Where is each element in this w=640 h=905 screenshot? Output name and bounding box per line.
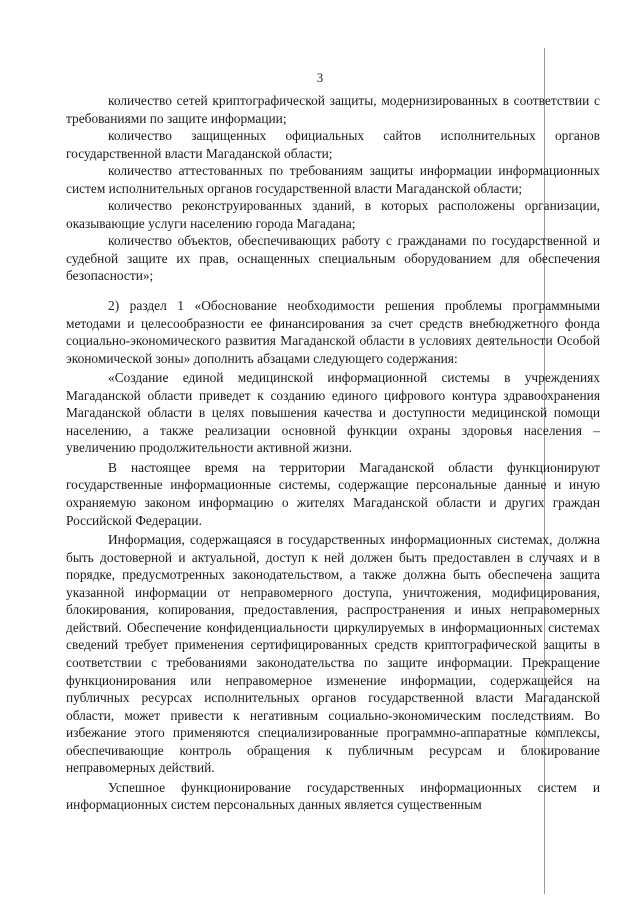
page-number: 3 [316,71,324,85]
document-body [66,92,600,814]
paragraph-objects-count: количество объектов, обеспечивающих работу с гражданами по государственной и судебной защите их прав, оснащенных специальным оборудованием для обеспечения безопасности»; [66,233,600,284]
paragraph-certified-systems-count: количество аттестованных по требованиям защиты информации информационных систем исполнительных органов государственной власти Магаданской области; [66,163,600,196]
paragraph-websites-count: количество защищенных официальных сайтов исполнительных органов государственной власти Магаданской области; [66,128,600,161]
paragraph-buildings-count: количество реконструированных зданий, в которых расположены организации, оказывающие услуги населению города Магадана; [66,198,600,231]
paragraph-section-1-amendment: 2) раздел 1 «Обоснование необходимости решения проблемы программными методами и целесообразности ее финансирования за счет средств внебюджетного фонда социально-экономического развития Магаданской области в условиях деятельности Особой экономической зоны» дополнить абзацами следующего содержания: [66,298,600,366]
paragraph-medical-system: «Создание единой медицинской информационной системы в учреждениях Магаданской области приведет к созданию единого цифрового контура здравоохранения Магаданской области в целях повышения качества и доступности медицинской помощи населению, а также реализации основной функции охраны здоровья населения – увеличению продолжительности активной жизни. [66,370,600,456]
paragraph-successful-functioning: Успешное функционирование государственных информационных систем и информационных систем персональных данных является существенным [66,779,600,813]
paragraph-current-systems: В настоящее время на территории Магаданской области функционируют государственные информационные системы, содержащие персональные данные и иную охраняемую законом информацию о жителях Магаданской области и других граждан Российской Федерации. [66,459,600,528]
paragraph-information-protection: Информация, содержащаяся в государственных информационных системах, должна быть достоверной и актуальной, доступ к ней должен быть предоставлен в случаях и в порядке, предусмотренных законодательством, а также должна быть обеспечена защита указанной информации от неправомерного доступа, уничтожения, модифицирования, блокирования, копирования, предоставления, распространения и иных неправомерных действий. Обеспечение конфиденциальности циркулируемых в информационных системах сведений требует применения сертифицированных средств криптографической защиты в соответствии с требованиями законодательства по защите информации. Прекращение функционирования или неправомерное изменение информации, содержащейся на публичных ресурсах исполнительных органов государственной власти Магаданской области, может привести к негативным социально-экономическим последствиям. Во избежание этого применяются специализированные программно-аппаратные комплексы, обеспечивающие контроль обращения к публичным ресурсам и блокирование неправомерных действий. [66,532,600,776]
paragraph-networks-count: количество сетей криптографической защиты, модернизированных в соответствии с требованиями по защите информации; [66,93,600,126]
